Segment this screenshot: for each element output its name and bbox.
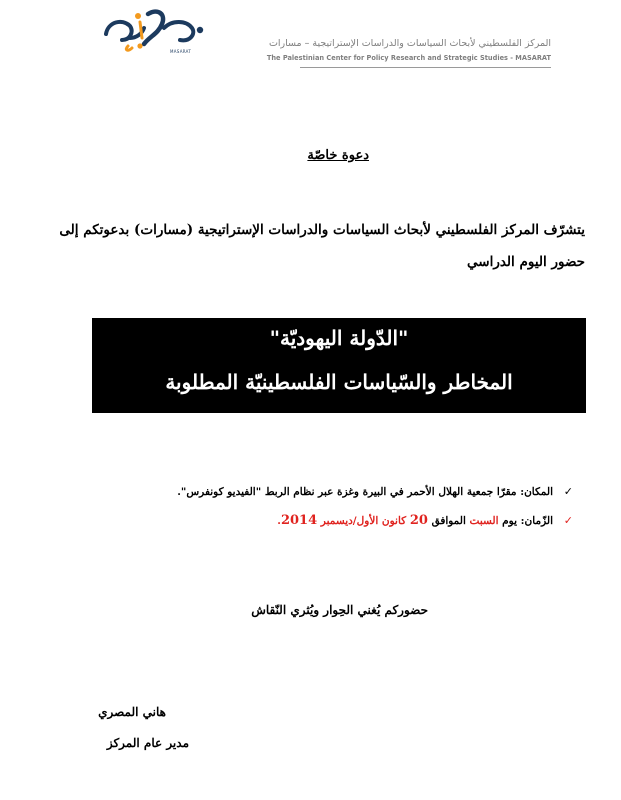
masarat-logo	[100, 4, 210, 56]
event-month: كانون الأول/ديسمبر	[320, 515, 407, 527]
time-row	[103, 506, 573, 535]
signer-name: هاني المصري	[98, 705, 166, 719]
masarat-logo-mark	[100, 4, 210, 56]
header-english-name: The Palestinian Center for Policy Research and Strategic Studies - MASARAT	[266, 54, 551, 62]
checkmark-icon: ✓	[563, 514, 573, 527]
event-title-banner	[92, 318, 586, 413]
logo-caption: MASARAT	[170, 49, 192, 54]
event-year: 2014	[280, 513, 318, 528]
header-divider	[300, 67, 551, 68]
closing-slogan: حضوركم يُغني الحِوار ويُثري النّقاش	[251, 603, 428, 617]
place-value: مقرّا جمعية الهلال الأحمر في البيرة وغزة عبر نظام الربط "الفيديو كونفرس".	[177, 486, 517, 498]
invitation-title: دعوة خاصّة	[307, 148, 369, 163]
signer-title: مدير عام المركز	[106, 736, 189, 750]
event-day: السبت	[469, 515, 499, 527]
event-day-number: 20	[409, 513, 428, 528]
place-label: المكان:	[520, 486, 553, 498]
header-arabic-name: المركز الفلسطيني لأبحاث السياسات والدراسات الإستراتيجية – مسارات	[268, 38, 551, 49]
time-prefix: يوم	[502, 515, 518, 527]
event-details	[103, 477, 573, 535]
place-row	[103, 477, 573, 506]
invitation-intro: يتشرّف المركز الفلسطيني لأبحاث السياسات والدراسات الإستراتيجية (مسارات) بدعوتكم إلى حضور اليوم الدراسي	[59, 222, 585, 270]
checkmark-icon: ✓	[563, 485, 573, 498]
corresponding-word: الموافق	[431, 515, 466, 527]
event-title-main: "الدّولة اليهوديّة"	[269, 326, 409, 350]
time-label: الزّمان:	[520, 515, 553, 527]
sentence-period: .	[277, 515, 281, 527]
event-title-subtitle: المخاطر والسّياسات الفلسطينيّة المطلوبة	[165, 370, 513, 394]
